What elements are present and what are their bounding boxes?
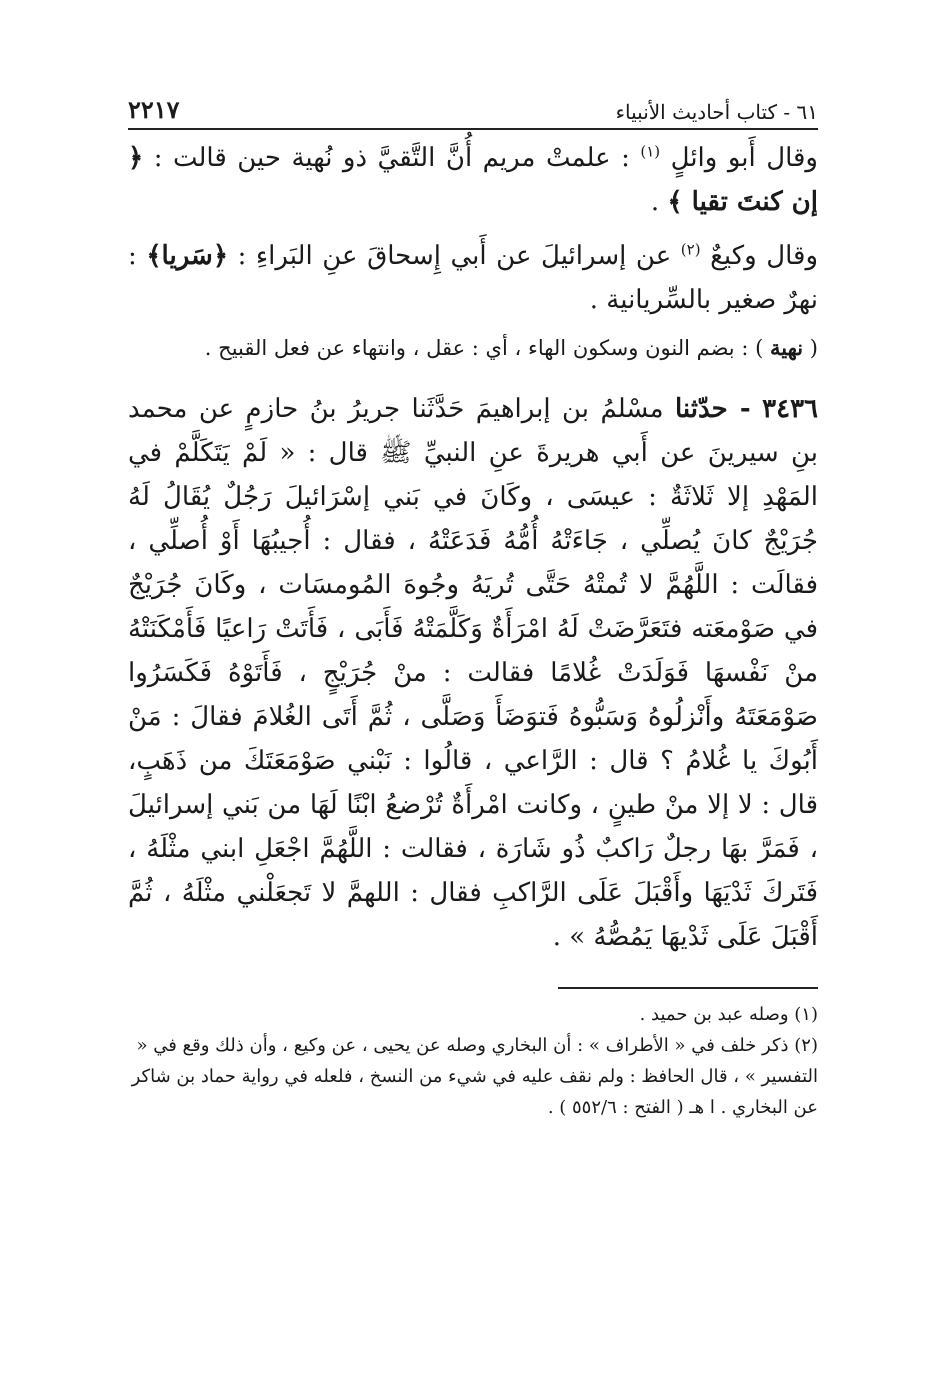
hadith-paragraph: [128, 387, 818, 959]
hadith-text: مسْلمُ بن إبراهيمَ حَدَّثَنا جريرُ بنُ حازمٍ عن محمد بنِ سيرينَ عن أَبي هريرةَ عنِ النبيِّ ﷺ قال : « لَمْ يَتَكَلَّمْ في المَهْدِ إلا ثَلاثَةٌ : عيسَى ، وكَانَ في بَني إسْرَائيلَ رَجُلٌ يُقَالُ لَهُ جُرَيْجٌ كانَ يُصلِّي ، جَاءَتْهُ أُمُّهُ فَدَعَتْهُ ، فقال : أُجيبُهَا أَوْ أُصلِّي ، فقالَت : اللَّهُمَّ لا تُمتْهُ حَتَّى تُريَهُ وجُوهَ المُومسَات ، وكَانَ جُرَيْجٌ في صَوْمعَته فتَعَرَّضَتْ لَهُ امْرَأَةٌ وَكَلَّمَتْهُ فَأَبَى ، فَأَتَتْ رَاعيًا فَأَمْكَنَتْهُ منْ نَفْسهَا فَوَلَدَتْ غُلامًا فقالت : منْ جُرَيْجٍ ، فَأَتَوْهُ فَكَسَرُوا صَوْمَعَتَهُ وأَنْزلُوهُ وَسَبُّوهُ فَتوَضَأَ وَصَلَّى ، ثُمَّ أَتَى الغُلامَ فقالَ : مَنْ أَبُوكَ يا غُلامُ ؟ قال : الرَّاعي ، قالُوا : نَبْني صَوْمَعَتَكَ من ذَهَبٍ، قال : لا إلا منْ طينٍ ، وكانت امْرأَةٌ تُرْضعُ ابْنًا لَهَا من بَني إسرائيلَ ، فَمَرَّ بهَا رجلٌ رَاكبٌ ذُو شَارَة ، فقالت : اللَّهُمَّ اجْعَلِ ابني مثْلَهُ ، فَتَركَ ثَدْيَهَا وأَقْبَلَ عَلَى الرَّاكبِ فقال : اللهمَّ لا تَجعَلْني مثْلَهُ ، ثُمَّ أَقْبَلَ عَلَى ثَدْيهَا يَمُصُّهُ » .: [128, 394, 818, 952]
quran-quote: ﴿سَريا﴾: [146, 241, 229, 271]
footnote-2: (٢) ذكر خلف في « الأطراف » : أن البخاري وصله عن يحيى ، عن وكيع ، وأن ذلك وقع في « التفسير » ، قال الحافظ : ولم نقف عليه في شيء من النسخ ، فلعله في رواية حماد بن شاكر عن البخاري . ا هـ ( الفتح : ٥٥٢/٦ ) .: [131, 1035, 818, 1118]
hadith-number: ٣٤٣٦: [762, 394, 818, 424]
footnote-1: (١) وصله عبد بن حميد .: [639, 1004, 818, 1025]
footnote-ref-2: (٢): [680, 240, 701, 259]
quran-quote: ﴿ إن كنتَ تقيا ﴾: [128, 143, 818, 217]
page-header: [128, 86, 818, 130]
footnotes: [128, 999, 818, 1123]
footnote-divider: [558, 987, 818, 989]
gloss-note: ( نهية ) : بضم النون وسكون الهاء ، أي : عقل ، وانتهاء عن فعل القبيح .: [204, 335, 818, 360]
book-page: [128, 86, 818, 1123]
main-text: [128, 136, 818, 322]
paragraph-waki: وقال وكيعٌ $^{(٢)}$ عن إسرائيلَ عن أَبي إِسحاقَ عنِ البَراءِ : ﴿سَريا﴾ : نهرٌ صغير بالسِّريانية .: [128, 240, 819, 315]
chapter-title: ٦١ - كتاب أحاديث الأنبياء: [615, 100, 818, 124]
paragraph-abu-wail: وقال أَبو وائلٍ $^{(١)}$ : علمتْ مريم أُنَّ التَّقيَّ ذو نُهية حين قالت : ﴿ إن كنتَ تقيا ﴾ .: [128, 142, 818, 217]
glossed-word: نهية: [769, 335, 804, 360]
hadith-lead: - حدّثنا: [674, 394, 751, 424]
footnote-ref-1: (١): [640, 142, 661, 161]
page-number: ٢٢١٧: [128, 95, 180, 124]
